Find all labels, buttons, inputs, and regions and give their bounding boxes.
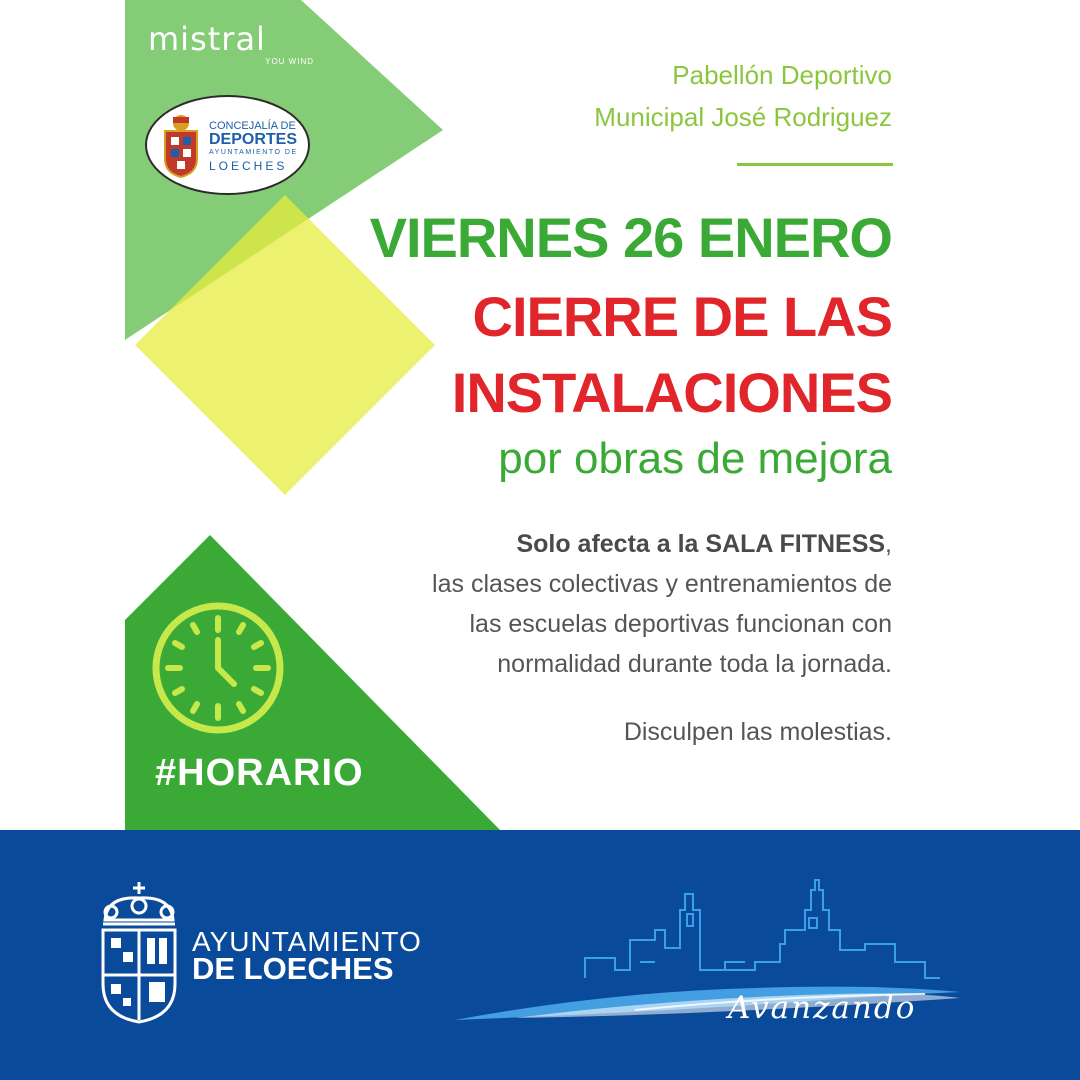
footer-banner — [0, 830, 1080, 1080]
mistral-tagline: YOU WIND — [265, 57, 314, 66]
concejalia-label: CONCEJALÍA DE — [209, 120, 296, 132]
notice-bold-text: Solo afecta a la SALA FITNESS — [516, 530, 886, 558]
closure-date-heading: VIERNES 26 ENERO — [369, 206, 892, 269]
ayuntamiento-label: AYUNTAMIENTO DE — [209, 149, 298, 156]
council-name-line-1: AYUNTAMIENTO — [192, 926, 422, 957]
notice-line-1 — [516, 530, 892, 559]
hashtag-horario: #HORARIO — [155, 752, 364, 794]
notice-bold-suffix: , — [885, 530, 892, 558]
notice-line-4: normalidad durante toda la jornada. — [497, 650, 892, 678]
divider — [737, 163, 893, 166]
notice-line-3: las escuelas deportivas funcionan con — [469, 610, 892, 638]
notice-line-2: las clases colectivas y entrenamientos de — [432, 570, 892, 598]
clock-icon — [150, 600, 286, 736]
closure-heading-line-1: CIERRE DE LAS — [472, 285, 892, 348]
closure-heading-line-2: INSTALACIONES — [451, 361, 892, 424]
coat-of-arms-icon — [97, 880, 181, 1026]
concejalia-deportes-logo — [145, 95, 310, 195]
venue-line-2: Municipal José Rodriguez — [594, 102, 892, 132]
loeches-label: LOECHES — [209, 159, 288, 173]
closure-reason: por obras de mejora — [498, 434, 892, 483]
mistral-wordmark: mistral — [148, 20, 266, 58]
loeches-shield-icon — [161, 113, 201, 179]
deportes-label: DEPORTES — [209, 131, 298, 148]
apology-text: Disculpen las molestias. — [623, 718, 892, 746]
council-name-line-2: DE LOECHES — [192, 951, 394, 986]
slogan-text: Avanzando — [728, 990, 917, 1026]
mistral-logo — [148, 20, 318, 70]
venue-line-1: Pabellón Deportivo — [672, 60, 892, 90]
